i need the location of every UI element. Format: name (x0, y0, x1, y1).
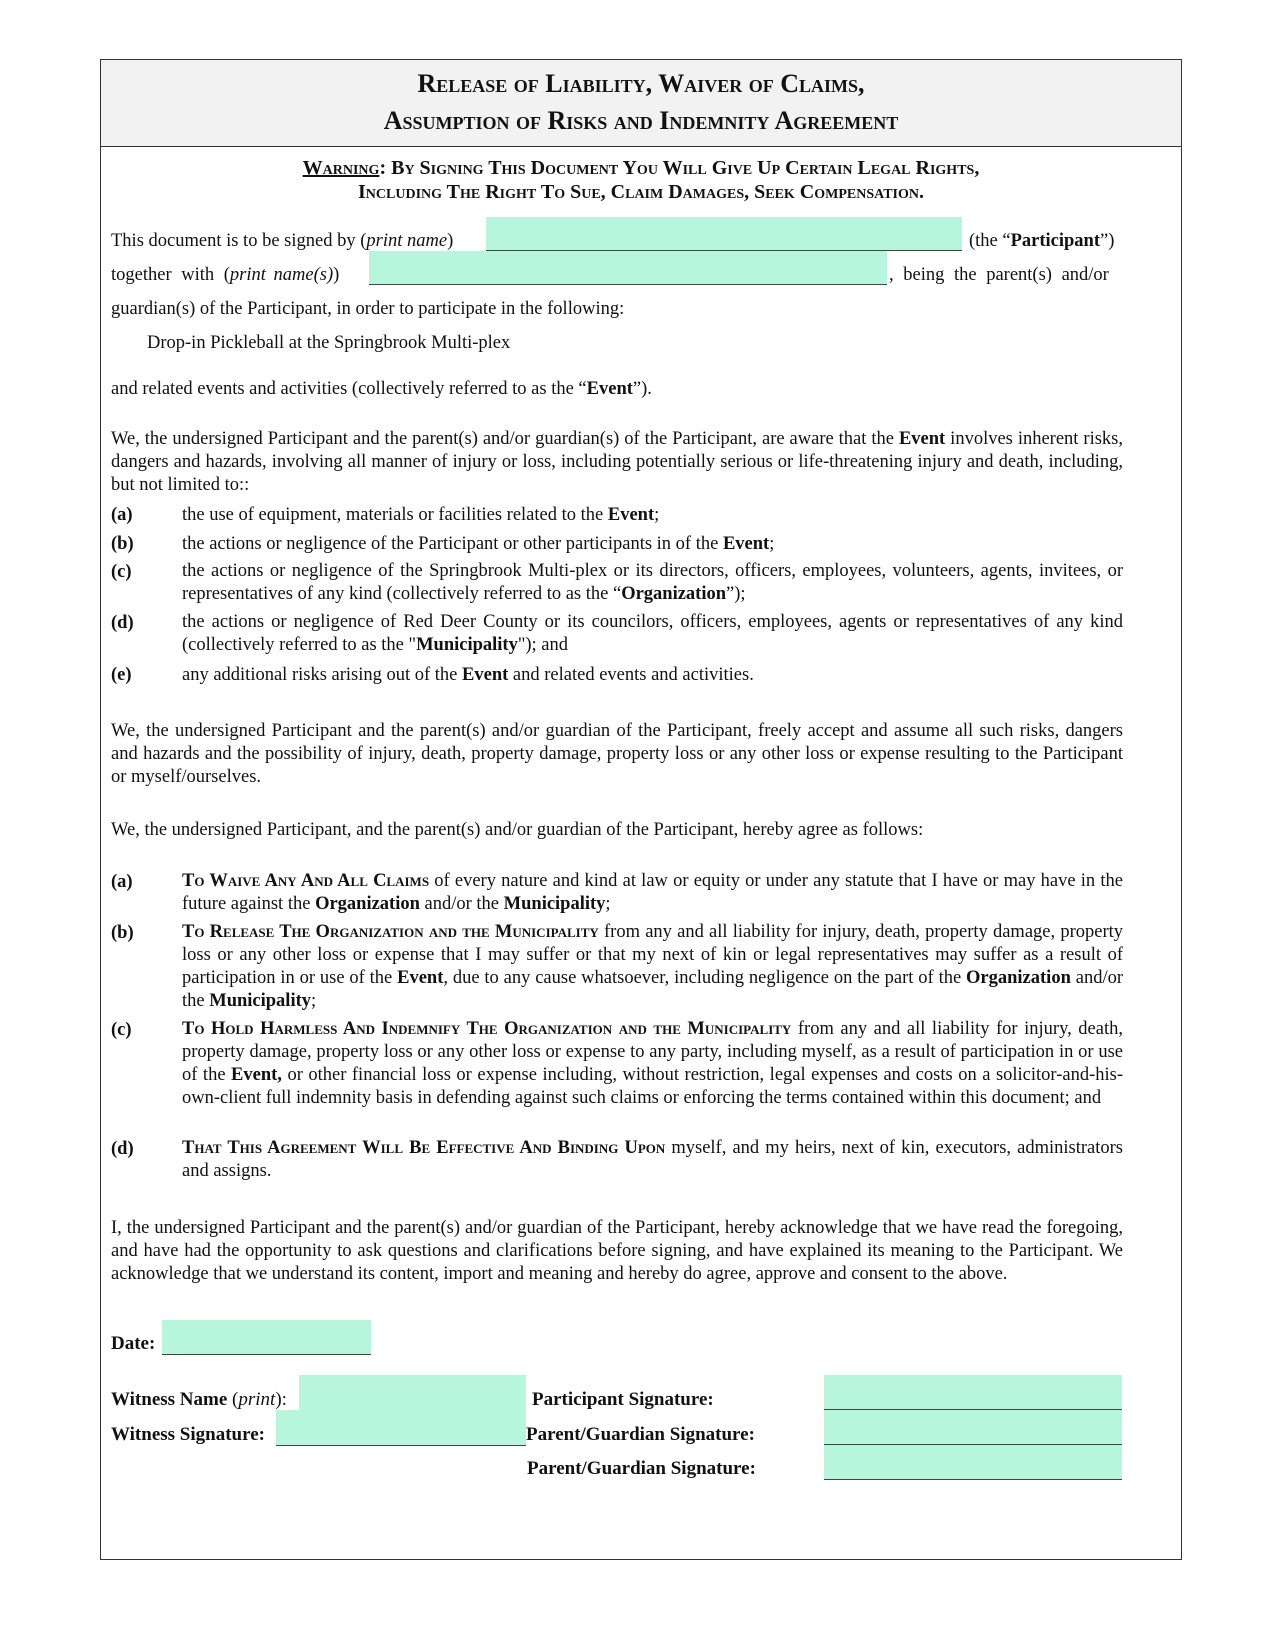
title-line-2: Assumption of Risks and Indemnity Agreement (383, 106, 899, 135)
witness-name-field[interactable] (299, 1375, 526, 1411)
risk-a-marker: (a) (111, 505, 133, 525)
witness-signature-field[interactable] (276, 1410, 526, 1446)
term-d-text: That This Agreement Will Be Effective And Binding Upon myself, and my heirs, next of kin, executors, administrators and assigns. (182, 1138, 1123, 1181)
participant-name-field[interactable] (486, 217, 962, 251)
term-b-marker: (b) (111, 923, 134, 943)
participant-definition: (the “Participant”) (969, 231, 1115, 251)
risk-e-text: any additional risks arising out of the Event and related events and activities. (182, 665, 754, 685)
event-definition: and related events and activities (collectively referred to as the “Event”). (111, 379, 652, 399)
guardian-line: guardian(s) of the Participant, in order to participate in the following: (111, 299, 625, 319)
risk-b-marker: (b) (111, 534, 134, 554)
term-a-marker: (a) (111, 872, 133, 892)
risk-c-marker: (c) (111, 562, 132, 582)
risk-d-marker: (d) (111, 613, 134, 633)
term-d-marker: (d) (111, 1139, 134, 1159)
risks-paragraph: We, the undersigned Participant and the parent(s) and/or guardian(s) of the Participant, are aware that the Event involves inherent risks, dangers and hazards, involving all manner of injury or loss, including potentially serious or life-threatening injury and death, including, but not limited to:: (111, 429, 1123, 495)
warning-line-2: Including The Right To Sue, Claim Damages, Seek Compensation. (358, 181, 924, 203)
risk-a-text: the use of equipment, materials or facilities related to the Event; (182, 505, 660, 525)
waiver-form (100, 59, 1182, 1560)
date-label: Date: (111, 1333, 156, 1354)
warning-word: Warning (302, 157, 380, 179)
parent-names-field[interactable] (369, 251, 887, 285)
parent-signature-field-1[interactable] (824, 1410, 1122, 1445)
signed-by-label: This document is to be signed by (print name) (111, 231, 454, 251)
risk-b-text: the actions or negligence of the Participant or other participants in of the Event; (182, 534, 775, 554)
participant-signature-label: Participant Signature: (532, 1389, 714, 1410)
parent-signature-label-2: Parent/Guardian Signature: (527, 1458, 756, 1479)
term-a-text: To Waive Any And All Claims of every nature and kind at law or equity or under any statute that I have or may have in the future against the Organization and/or the Municipality; (182, 871, 1123, 914)
warning-line-1 (101, 156, 1181, 180)
risk-e-marker: (e) (111, 665, 132, 685)
title-header (101, 60, 1181, 147)
witness-signature-label: Witness Signature: (111, 1424, 265, 1445)
date-field[interactable] (162, 1320, 371, 1355)
activity-name: Drop-in Pickleball at the Springbrook Multi-plex (147, 333, 511, 353)
title-line-1: Release of Liability, Waiver of Claims, (417, 69, 865, 98)
accept-paragraph: We, the undersigned Participant and the parent(s) and/or guardian of the Participant, freely accept and assume all such risks, dangers and hazards and the possibility of injury, death, property damage, property loss or any other loss or expense resulting to the Participant or myself/ourselves. (111, 721, 1123, 787)
parent-signature-field-2[interactable] (824, 1445, 1122, 1480)
agree-intro: We, the undersigned Participant, and the parent(s) and/or guardian of the Participant, hereby agree as follows: (111, 820, 924, 840)
participant-signature-field[interactable] (824, 1375, 1122, 1410)
term-b-text: To Release The Organization and the Municipality from any and all liability for injury, death, property damage, property loss or any other loss or expense that I may suffer or that my next of kin or legal representatives may suffer as a result of participation in or use of the Event, due to any cause whatsoever, including negligence on the part of the Organization and/or the Municipality; (182, 922, 1124, 1011)
term-c-marker: (c) (111, 1020, 132, 1040)
being-parent-text: , being the parent(s) and/or (889, 265, 1109, 285)
warning-line-1-rest: : By Signing This Document You Will Give Up Certain Legal Rights, (379, 157, 980, 179)
together-with-label: together with (print name(s)) (111, 265, 340, 285)
acknowledge-paragraph: I, the undersigned Participant and the parent(s) and/or guardian of the Participant, hereby acknowledge that we have read the foregoing, and have had the opportunity to ask questions and clarifications before signing, and have explained its meaning to the Participant. We acknowledge that we understand its content, import and meaning and hereby do agree, approve and consent to the above. (111, 1218, 1123, 1284)
risk-d-text: the actions or negligence of Red Deer County or its councilors, officers, employees, agents or representatives of any kind (collectively referred to as the "Municipality"); and (182, 612, 1123, 655)
risk-c-text: the actions or negligence of the Springbrook Multi-plex or its directors, officers, employees, volunteers, agents, invitees, or representatives of any kind (collectively referred to as the “Organization”); (182, 561, 1123, 604)
parent-signature-label-1: Parent/Guardian Signature: (526, 1424, 755, 1445)
term-c-text: To Hold Harmless And Indemnify The Organization and the Municipality from any and all liability for injury, death, property damage, property loss or any other loss or expense to any party, including myself, as a result of participation in or use of the Event, or other financial loss or expense including, without restriction, legal expenses and costs on a solicitor-and-his-own-client full indemnity basis in defending against such claims or enforcing the terms contained within this document; and (182, 1019, 1123, 1108)
witness-name-label: Witness Name (print): (111, 1389, 287, 1410)
